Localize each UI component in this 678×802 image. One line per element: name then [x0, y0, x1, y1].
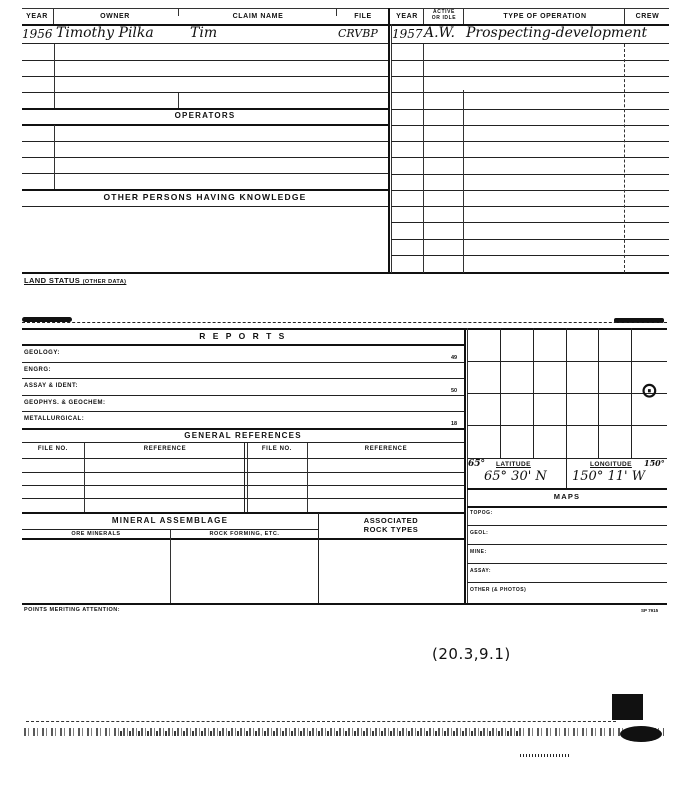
scan-noise	[120, 731, 520, 736]
map-assay: ASSAY:	[470, 568, 492, 574]
report-geology: GEOLOGY:	[24, 350, 60, 356]
row-claim-name: Tim	[190, 25, 218, 41]
rule	[391, 239, 669, 240]
rule	[391, 109, 669, 110]
land-status-subtitle: (OTHER DATA)	[82, 279, 127, 285]
rule	[598, 328, 599, 458]
section-general-references: GENERAL REFERENCES	[184, 431, 302, 440]
rule	[467, 393, 667, 394]
rule	[391, 43, 669, 44]
rule	[391, 60, 669, 61]
rule	[22, 173, 388, 174]
map-other-photos: OTHER (& PHOTOS)	[470, 587, 527, 593]
latitude-value: 65° 30' N	[484, 469, 547, 484]
header-year: YEAR	[26, 13, 48, 20]
rule	[566, 458, 567, 488]
rule	[22, 395, 464, 396]
ref-header-reference: REFERENCE	[143, 446, 187, 452]
rule	[467, 361, 667, 362]
rule	[307, 443, 308, 512]
report-engrg: ENGRG:	[24, 367, 51, 373]
points-meriting-attention: POINTS MERITING ATTENTION:	[24, 607, 121, 613]
rule	[467, 544, 667, 545]
ref-header-reference-2: REFERENCE	[364, 446, 408, 452]
section-other-persons: OTHER PERSONS HAVING KNOWLEDGE	[103, 192, 307, 202]
report-assay-num: 50	[451, 388, 458, 394]
ref-header-file-no-2: FILE NO.	[261, 446, 293, 452]
rule	[391, 174, 669, 175]
associated-rock-types-1: ASSOCIATED	[363, 516, 419, 525]
rule	[336, 8, 337, 16]
rule	[22, 108, 388, 110]
rock-forming-header: ROCK FORMING, ETC.	[209, 531, 280, 537]
rule	[391, 255, 669, 256]
rule	[391, 125, 669, 126]
rule	[22, 157, 388, 158]
row-year: 1956	[22, 27, 53, 41]
rule	[423, 44, 424, 273]
ore-minerals-header: ORE MINERALS	[71, 531, 121, 537]
rule	[22, 43, 388, 44]
rule	[178, 93, 179, 108]
associated-rock-types-2: ROCK TYPES	[363, 525, 419, 534]
rule	[22, 378, 464, 379]
header-crew: CREW	[635, 13, 660, 20]
rule	[391, 76, 669, 77]
rule	[423, 8, 424, 24]
rule	[391, 157, 669, 158]
row-owner: Timothy Pilka	[56, 25, 154, 41]
header-claim-name: CLAIM NAME	[232, 13, 284, 20]
rule	[53, 8, 54, 24]
rule	[22, 328, 667, 330]
report-metallurgical: METALLURGICAL:	[24, 416, 85, 422]
rule	[391, 222, 669, 223]
section-maps: MAPS	[553, 492, 581, 501]
rule	[467, 425, 667, 426]
land-status-title: LAND STATUS	[24, 276, 81, 285]
map-topog: TOPOG:	[470, 510, 493, 516]
form-number: SP 7915	[641, 608, 659, 613]
report-geophys: GEOPHYS. & GEOCHEM:	[24, 400, 106, 406]
rule	[624, 44, 625, 273]
map-geol: GEOL:	[470, 530, 489, 536]
rule	[22, 498, 464, 499]
rule	[467, 488, 667, 490]
rule	[500, 328, 501, 458]
rule	[22, 512, 464, 514]
longitude-label: LONGITUDE	[590, 461, 632, 468]
rule	[170, 530, 171, 603]
rule	[464, 328, 466, 603]
rule	[22, 92, 388, 93]
rule	[566, 328, 567, 458]
rule	[467, 525, 667, 526]
rule	[22, 458, 464, 459]
rule	[22, 442, 464, 443]
rule	[22, 538, 464, 540]
grid-mark-icon: ⊙	[641, 380, 658, 402]
ref-header-file-no: FILE NO.	[37, 446, 69, 452]
rule	[624, 8, 625, 24]
rule	[22, 8, 669, 9]
rule	[22, 189, 388, 191]
lon-suffix: 150°	[644, 458, 665, 468]
rule	[22, 124, 388, 126]
rule	[244, 443, 245, 512]
header-year-2: YEAR	[396, 13, 418, 20]
rule	[467, 458, 667, 459]
rule	[22, 322, 667, 323]
report-assay: ASSAY & IDENT:	[24, 383, 79, 389]
header-active: ACTIVE	[433, 9, 455, 15]
header-or-idle: OR IDLE	[431, 15, 457, 21]
rule	[463, 8, 464, 24]
row-active-or-idle: A.W.	[424, 25, 455, 41]
rule	[178, 8, 179, 16]
rule	[467, 506, 667, 508]
rule	[533, 328, 534, 458]
header-file: FILE	[354, 13, 372, 20]
rule	[54, 125, 55, 189]
rule	[391, 190, 669, 191]
rule	[22, 603, 667, 605]
rule	[247, 443, 248, 512]
land-status-label	[24, 276, 126, 285]
rule	[22, 272, 669, 274]
row-type-of-operation: Prospecting-development	[466, 25, 648, 41]
rule	[22, 428, 464, 430]
rule	[391, 206, 669, 207]
rule	[388, 8, 390, 273]
row-year-2: 1957	[392, 27, 423, 41]
rule	[463, 90, 464, 273]
rule	[22, 206, 388, 207]
row-file: CRVBP	[338, 27, 378, 40]
scan-blob	[620, 726, 662, 742]
header-owner: OWNER	[100, 13, 130, 20]
rule	[22, 344, 464, 346]
map-mine: MINE:	[470, 549, 487, 555]
rule	[631, 328, 632, 458]
report-geology-num: 49	[451, 355, 458, 361]
rule	[22, 485, 464, 486]
rule	[22, 362, 464, 363]
report-metallurgical-num: 18	[451, 421, 458, 427]
rule	[22, 60, 388, 61]
scan-line	[26, 721, 616, 722]
rule	[84, 443, 85, 512]
rule	[467, 582, 667, 583]
scan-noise	[520, 754, 570, 757]
scan-block	[612, 694, 643, 720]
section-operators: OPERATORS	[174, 111, 236, 120]
longitude-value: 150° 11' W	[572, 469, 646, 484]
rule	[391, 92, 669, 93]
lat-prefix: 65°	[468, 459, 486, 469]
rule	[22, 76, 388, 77]
rule	[467, 563, 667, 564]
section-reports: R E P O R T S	[199, 331, 287, 341]
latitude-label: LATITUDE	[496, 461, 531, 468]
rule	[22, 141, 388, 142]
section-mineral-assemblage: MINERAL ASSEMBLAGE	[111, 516, 229, 525]
rule	[22, 472, 464, 473]
header-type-of-operation: TYPE OF OPERATION	[503, 13, 587, 20]
rule	[391, 141, 669, 142]
rule	[22, 411, 464, 412]
coordinate-annotation: (20.3,9.1)	[432, 645, 511, 663]
rule	[391, 24, 392, 273]
rule	[54, 44, 55, 108]
